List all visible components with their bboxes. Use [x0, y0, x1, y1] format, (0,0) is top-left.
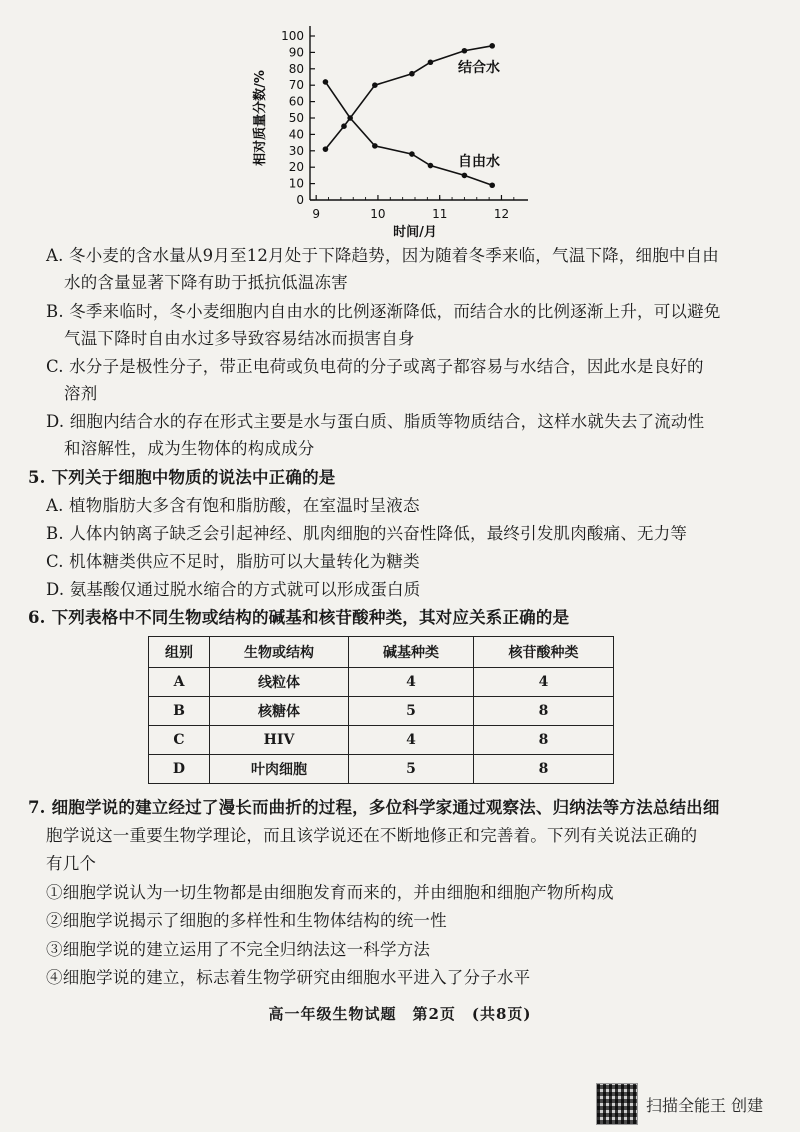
scanner-watermark-text: 扫描全能王 创建 — [646, 1095, 764, 1115]
data-point — [372, 82, 378, 88]
table-header-row — [149, 637, 614, 668]
table-cell: 线粒体 — [210, 668, 349, 697]
option-5d: D. 氨基酸仅通过脱水缩合的方式就可以形成蛋白质 — [46, 580, 421, 599]
option-5a: A. 植物脂肪大多含有饱和脂肪酸，在室温时呈液态 — [46, 496, 420, 515]
statement-3: ③细胞学说的建立运用了不完全归纳法这一科学方法 — [46, 940, 431, 959]
statement-4: ④细胞学说的建立，标志着生物学研究由细胞水平进入了分子水平 — [46, 968, 531, 987]
y-tick-label: 0 — [296, 193, 304, 207]
line-chart-svg — [240, 8, 550, 243]
data-point — [372, 143, 378, 149]
y-tick-label: 10 — [288, 176, 304, 191]
table-header-cell: 生物或结构 — [210, 637, 349, 668]
page-footer: 高一年级生物试题 第2页 (共8页) — [268, 1005, 532, 1023]
question-7-line3: 有几个 — [46, 854, 97, 873]
question-6-stem: 6. 下列表格中不同生物或结构的碱基和核苷酸种类，其对应关系正确的是 — [28, 608, 570, 627]
option-5b: B. 人体内钠离子缺乏会引起神经、肌肉细胞的兴奋性降低，最终引发肌肉酸痛、无力等 — [46, 524, 688, 543]
table-row — [149, 726, 614, 755]
option-4d-line1: D. 细胞内结合水的存在形式主要是水与蛋白质、脂质等物质结合，这样水就失去了流动性 — [46, 412, 705, 431]
y-axis-label: 相对质量分数/% — [253, 70, 268, 166]
statement-2: ②细胞学说揭示了细胞的多样性和生物体结构的统一性 — [46, 911, 447, 930]
option-4c-line1: C. 水分子是极性分子，带正电荷或负电荷的分子或离子都容易与水结合，因此水是良好的 — [46, 357, 704, 376]
data-point — [462, 48, 468, 54]
table-row — [149, 755, 614, 784]
table-cell: 8 — [474, 726, 614, 755]
water-content-chart — [240, 8, 550, 243]
base-nucleotide-table — [148, 636, 614, 784]
x-tick-label: 9 — [312, 207, 320, 221]
table-cell: 8 — [474, 755, 614, 784]
table-row — [149, 668, 614, 697]
table-header-cell: 组别 — [149, 637, 210, 668]
data-point — [428, 163, 434, 169]
table-cell: 5 — [349, 755, 474, 784]
option-4a-line2: 水的含量显著下降有助于抵抗低温冻害 — [64, 273, 348, 292]
x-tick-label: 11 — [432, 207, 448, 221]
table-cell: 4 — [349, 668, 474, 697]
table-cell: 8 — [474, 697, 614, 726]
table-cell: C — [149, 726, 210, 755]
table-cell: 4 — [474, 668, 614, 697]
data-point — [409, 71, 415, 77]
series-label-free-water: 自由水 — [458, 154, 500, 170]
question-7-line2: 胞学说这一重要生物学理论，而且该学说还在不断地修正和完善着。下列有关说法正确的 — [46, 826, 698, 845]
data-point — [323, 79, 329, 85]
option-4d-line2: 和溶解性，成为生物体的构成成分 — [64, 439, 315, 458]
table-cell: A — [149, 668, 210, 697]
y-tick-label: 40 — [288, 127, 304, 142]
option-4c-line2: 溶剂 — [64, 384, 98, 403]
option-4b-line1: B. 冬季来临时，冬小麦细胞内自由水的比例逐渐降低，而结合水的比例逐渐上升，可以避免 — [46, 302, 721, 321]
y-tick-label: 70 — [288, 78, 304, 93]
data-point — [341, 123, 347, 129]
table-cell: 叶肉细胞 — [210, 755, 349, 784]
table-cell: 核糖体 — [210, 697, 349, 726]
table-cell: B — [149, 697, 210, 726]
table-row — [149, 697, 614, 726]
option-4a-line1: A. 冬小麦的含水量从9月至12月处于下降趋势，因为随着冬季来临，气温下降，细胞中自由 — [46, 246, 719, 265]
x-axis-label: 时间/月 — [393, 225, 437, 240]
y-tick-label: 100 — [281, 29, 304, 43]
data-point — [323, 146, 329, 152]
y-tick-label: 30 — [288, 143, 304, 158]
scanner-logo-icon — [596, 1083, 638, 1125]
y-tick-label: 20 — [288, 160, 304, 175]
y-tick-label: 60 — [288, 94, 304, 109]
table-cell: 4 — [349, 726, 474, 755]
data-point — [347, 115, 353, 121]
y-tick-label: 90 — [288, 45, 304, 60]
option-5c: C. 机体糖类供应不足时，脂肪可以大量转化为糖类 — [46, 552, 420, 571]
data-point — [409, 151, 415, 157]
data-point — [428, 59, 434, 65]
statement-1: ①细胞学说认为一切生物都是由细胞发育而来的，并由细胞和细胞产物所构成 — [46, 883, 614, 902]
table-header-cell: 碱基种类 — [349, 637, 474, 668]
series-label-bound-water: 结合水 — [458, 60, 500, 76]
y-tick-label: 80 — [288, 61, 304, 76]
table-cell: D — [149, 755, 210, 784]
data-point — [489, 43, 495, 49]
scanner-watermark — [596, 1083, 763, 1125]
table-header-cell: 核苷酸种类 — [474, 637, 614, 668]
option-4b-line2: 气温下降时自由水过多导致容易结冰而损害自身 — [64, 329, 415, 348]
data-point — [489, 182, 495, 188]
table-cell: HIV — [210, 726, 349, 755]
question-7-line1: 7. 细胞学说的建立经过了漫长而曲折的过程，多位科学家通过观察法、归纳法等方法总结出细 — [28, 798, 720, 817]
question-5-stem: 5. 下列关于细胞中物质的说法中正确的是 — [28, 468, 336, 487]
x-tick-label: 12 — [493, 207, 510, 221]
x-tick-label: 10 — [370, 207, 386, 221]
table-cell: 5 — [349, 697, 474, 726]
data-point — [462, 173, 468, 179]
y-tick-label: 50 — [288, 111, 304, 125]
